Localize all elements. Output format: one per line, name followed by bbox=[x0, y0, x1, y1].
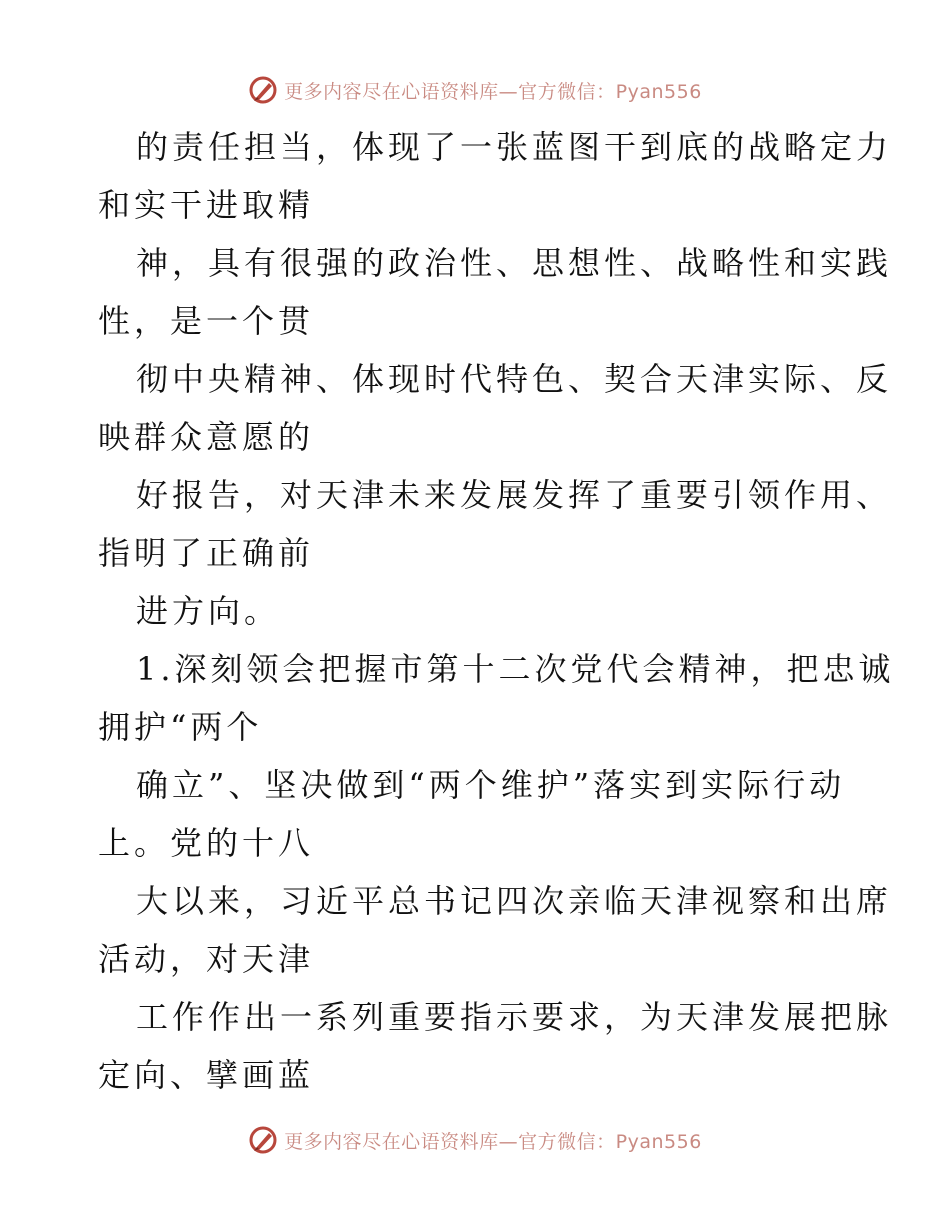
header-banner bbox=[0, 70, 950, 110]
pen-logo-icon bbox=[248, 75, 278, 105]
document-body bbox=[98, 118, 895, 1104]
text-line: 大以来，习近平总书记四次亲临天津视察和出席 bbox=[136, 882, 893, 920]
text-line: 确立”、坚决做到“两个维护”落实到实际行动 bbox=[136, 766, 846, 804]
text-line: 定向、擘画蓝 bbox=[98, 1056, 315, 1094]
text-line: 上。党的十八 bbox=[98, 824, 315, 862]
text-line: 映群众意愿的 bbox=[98, 418, 315, 456]
text-line: 好报告，对天津未来发展发挥了重要引领作用、 bbox=[136, 476, 893, 514]
text-line: 性，是一个贯 bbox=[98, 302, 315, 340]
text-line: 和实干进取精 bbox=[98, 186, 315, 224]
text-line: 彻中央精神、体现时代特色、契合天津实际、反 bbox=[136, 360, 893, 398]
text-line: 活动，对天津 bbox=[98, 940, 315, 978]
pen-logo-icon bbox=[248, 1125, 278, 1155]
text-line: 拥护“两个 bbox=[98, 708, 263, 746]
text-line: 进方向。 bbox=[136, 592, 281, 630]
text-line: 工作作出一系列重要指示要求，为天津发展把脉 bbox=[136, 998, 893, 1036]
header-banner-text: 更多内容尽在心语资料库—官方微信：Pyan556 bbox=[284, 80, 702, 103]
footer-banner-text: 更多内容尽在心语资料库—官方微信：Pyan556 bbox=[284, 1130, 702, 1153]
footer-banner bbox=[0, 1120, 950, 1160]
text-line: 的责任担当，体现了一张蓝图干到底的战略定力 bbox=[136, 128, 893, 166]
text-line: 指明了正确前 bbox=[98, 534, 315, 572]
text-line: 神，具有很强的政治性、思想性、战略性和实践 bbox=[136, 244, 893, 282]
text-line: 1.深刻领会把握市第十二次党代会精神，把忠诚 bbox=[136, 650, 895, 688]
